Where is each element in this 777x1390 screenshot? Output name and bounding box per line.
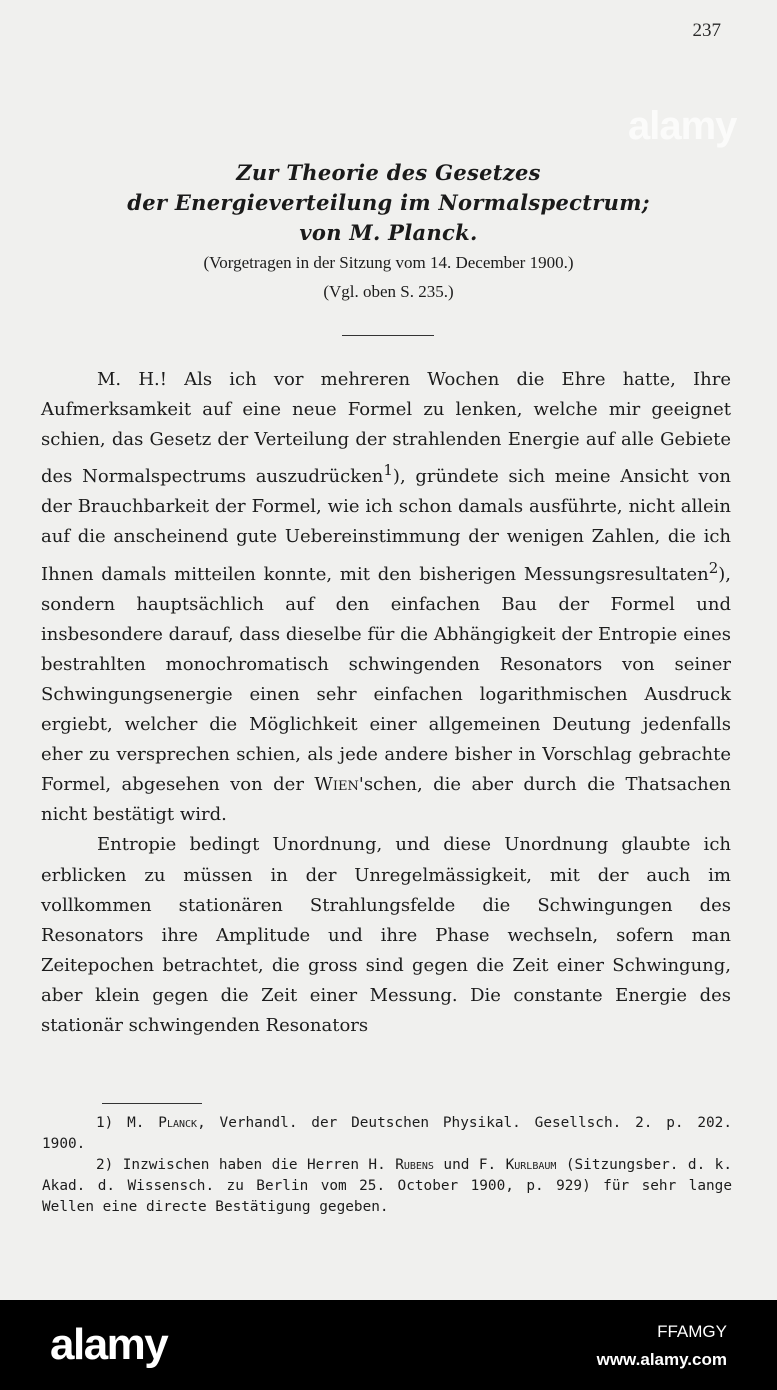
title-line-3: von M. Planck.: [299, 220, 478, 245]
footnote-2-pre: 2) Inzwischen haben die Herren H.: [96, 1157, 386, 1173]
title-line-2: der Energieverteilung im Normalspectrum;: [127, 190, 650, 215]
banner-url: www.alamy.com: [596, 1350, 727, 1369]
watermark: alamy: [628, 104, 737, 148]
name-wien: Wien: [314, 774, 359, 796]
footnote-ref-1: 1: [383, 461, 393, 480]
image-id: FFAMGY: [657, 1322, 727, 1341]
body-text: [41, 365, 731, 1041]
name-kurlbaum: Kurlbaum: [505, 1157, 557, 1173]
page-number: 237: [692, 20, 721, 41]
paragraph-1-part-4: 'schen, die aber durch die Thatsachen nicht bestätigt wird.: [41, 774, 731, 826]
stock-banner: [0, 1300, 777, 1390]
footnote-1: [42, 1113, 732, 1155]
footnote-ref-2: 2: [708, 558, 719, 577]
subtitle-delivered: (Vorgetragen in der Sitzung vom 14. December 1900.): [203, 253, 574, 272]
title-line-1: Zur Theorie des Gesetzes: [236, 160, 541, 185]
footnote-2: [42, 1155, 732, 1218]
paragraph-1-part-1: M. H.! Als ich vor mehreren Wochen die Ehre hatte, Ihre Aufmerksamkeit auf eine neue Formel zu lenken, welche mir geeignet schien, das Gesetz der Verteilung der strahlenden Energie auf alle Gebiete des Normalspectrums auszudrücken: [41, 369, 731, 488]
subtitle-reference: (Vgl. oben S. 235.): [323, 282, 454, 301]
name-rubens: Rubens: [395, 1157, 434, 1173]
paragraph-2: Entropie bedingt Unordnung, und diese Unordnung glaubte ich erblicken zu müssen in der Unregelmässigkeit, mit der auch im vollkommen stationären Strahlungsfelde die Schwingungen des Resonators ihre Amplitude und ihre Phase wechseln, sofern man Zeitepochen betrachtet, die gross sind gegen die Zeit einer Schwingung, aber klein gegen die Zeit einer Messung. Die constante Energie des stationär schwingenden Resonators: [41, 834, 731, 1036]
footnote-2-mid: und F.: [443, 1157, 497, 1173]
paragraph-1-part-3: ), sondern hauptsächlich auf den einfachen Bau der Formel und insbesondere darauf, dass dieselbe für die Abhängigkeit der Entropie eines bestrahlten monochromatisch schwingenden Resonators von seiner Schwingungsenergie einen sehr einfachen logarithmischen Ausdruck ergiebt, welcher die Möglichkeit einer allgemeinen Deutung jedenfalls eher zu versprechen schien, als jede andere bisher in Vorschlag gebrachte Formel, abgesehen von der: [41, 563, 731, 796]
footnote-1-pre: 1) M.: [96, 1115, 145, 1131]
paragraph-1-part-2: ), gründete sich meine Ansicht von der Brauchbarkeit der Formel, wie ich schon damals ausführte, nicht allein auf die anscheinend gute Uebereinstimmung der wenigen Zahlen, die ich Ihnen damals mitteilen konnte, mit den bisherigen Messungsresultaten: [41, 466, 731, 585]
title-divider: [342, 335, 434, 336]
name-planck: Planck: [158, 1115, 198, 1131]
footnote-2-post: (Sitzungsber. d. k. Akad. d. Wissensch. zu Berlin vom 25. October 1900, p. 929) für sehr lange Wellen eine directe Bestätigung gegeben.: [42, 1157, 732, 1215]
title-block: [0, 158, 777, 306]
footnotes: [42, 1113, 732, 1218]
paragraph-1: [41, 365, 731, 830]
footnote-1-post: , Verhandl. der Deutschen Physikal. Gesellsch. 2. p. 202. 1900.: [42, 1115, 733, 1152]
banner-logo: alamy: [50, 1320, 168, 1369]
footnote-divider: [102, 1103, 202, 1104]
